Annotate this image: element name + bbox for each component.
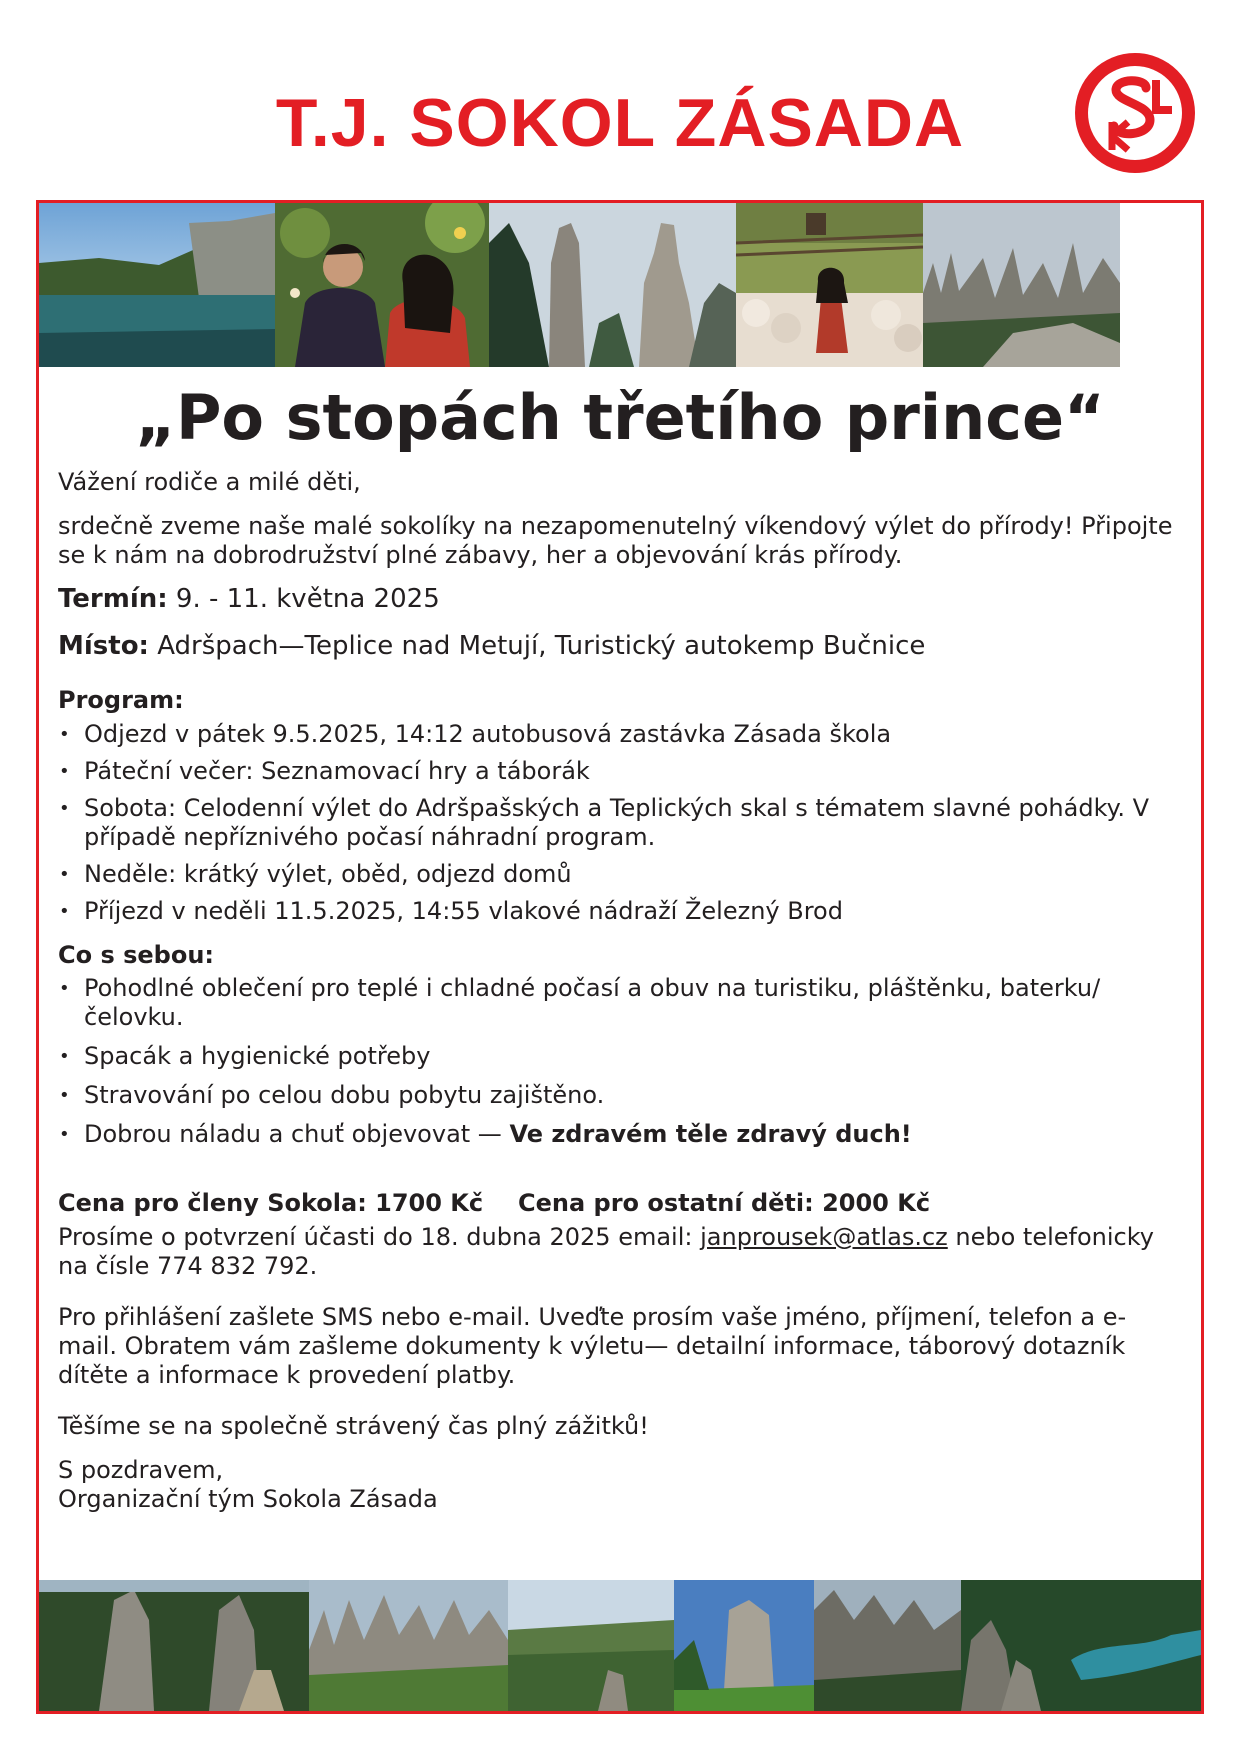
intro-paragraph: srdečně zveme naše malé sokolíky na nezapomenutelný víkendový výlet do přírody! Připojte se k nám na dobrodružství plné zábavy, her a objevování krás přírody. (58, 512, 1173, 569)
email-link[interactable]: janprousek@atlas.cz (700, 1223, 948, 1251)
bottom-photo-strip (39, 1580, 1201, 1711)
cliffs-forest-photo (814, 1580, 961, 1711)
sokol-logo (1072, 50, 1198, 176)
place-value: Adršpach—Teplice nad Metují, Turistický autokemp Bučnice (148, 631, 926, 661)
signup-paragraph: Pro přihlášení zašlete SMS nebo e-mail. Uveďte prosím vaše jméno, příjmení, telefon a e-mail. Obratem vám zašleme dokumenty k výletu— detailní informace, táborový dotazník dítěte a informace k provedení platby. (58, 1303, 1127, 1389)
program-item: • Páteční večer: Seznamovací hry a táborák (58, 757, 1178, 786)
top-photo-strip (39, 203, 1201, 367)
signature: Organizační tým Sokola Zásada (58, 1485, 438, 1513)
girl-with-sheep-photo (736, 203, 923, 367)
packing-item: • Spacák a hygienické potřeby (58, 1042, 1178, 1071)
packing-item (58, 1120, 1178, 1149)
price-members: Cena pro členy Sokola: 1700 Kč (58, 1189, 484, 1217)
rock-towers-photo (489, 203, 736, 367)
motto: Ve zdravém těle zdravý duch! (509, 1120, 912, 1148)
rock-town-panorama-photo (923, 203, 1120, 367)
packing-item: • Pohodlné oblečení pro teplé i chladné počasí a obuv na turistiku, pláštěnku, baterku/čelovku. (58, 974, 1178, 1032)
date-label: Termín: (58, 584, 168, 614)
program-heading: Program: (58, 686, 184, 714)
confirm-phone-text: nebo telefonicky na čísle 774 832 792. (58, 1223, 1154, 1280)
program-item: • Neděle: krátký výlet, oběd, odjezd domů (58, 860, 1178, 889)
event-title: „Po stopách třetího prince“ (135, 381, 1105, 454)
packing-item-text: Dobrou náladu a chuť objevovat — (84, 1120, 510, 1148)
packing-list (58, 974, 1178, 1149)
prince-princess-photo (275, 203, 489, 367)
confirmation-paragraph (58, 1223, 1178, 1281)
packing-item: • Stravování po celou dobu pobytu zajištěno. (58, 1081, 1178, 1110)
valley-view-photo (508, 1580, 674, 1711)
program-item: • Sobota: Celodenní výlet do Adršpašských a Teplických skal s tématem slavné pohádky. V případě nepříznivého počasí náhradní program. (58, 794, 1178, 852)
program-list (58, 720, 1178, 926)
program-item: • Odjezd v pátek 9.5.2025, 14:12 autobusová zastávka Zásada škola (58, 720, 1178, 749)
rock-formations-photo (309, 1580, 508, 1711)
lake-aerial-photo (961, 1580, 1201, 1711)
date-value: 9. - 11. května 2025 (167, 584, 440, 614)
event-place (58, 629, 1178, 663)
price-others: Cena pro ostatní děti: 2000 Kč (518, 1189, 931, 1217)
lake-photo (39, 203, 275, 367)
regards: S pozdravem, (58, 1456, 224, 1484)
closing-line: Těšíme se na společně strávený čas plný zážitků! (58, 1412, 649, 1440)
place-label: Místo: (58, 631, 149, 661)
prices (58, 1187, 1178, 1219)
letter-content (58, 468, 1178, 1514)
greeting: Vážení rodiče a milé děti, (58, 468, 361, 496)
rock-tower-meadow-photo (674, 1580, 814, 1711)
confirm-text: Prosíme o potvrzení účasti do 18. dubna 2025 email: (58, 1223, 701, 1251)
forest-path-rocks-photo (39, 1580, 309, 1711)
organization-title: T.J. SOKOL ZÁSADA (275, 85, 965, 161)
program-item: • Příjezd v neděli 11.5.2025, 14:55 vlakové nádraží Železný Brod (58, 897, 1178, 926)
event-date (58, 582, 1178, 616)
packing-heading: Co s sebou: (58, 941, 215, 969)
